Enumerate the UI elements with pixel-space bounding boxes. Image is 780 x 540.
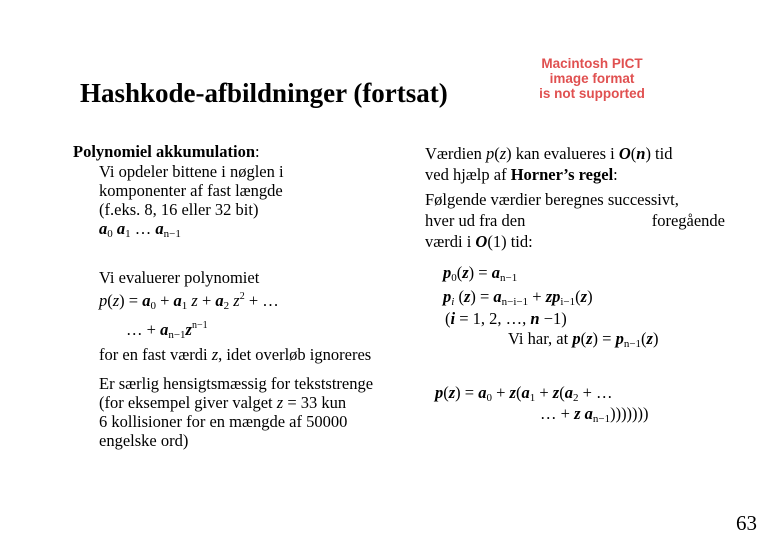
- recurrence-range: (i = 1, 2, …, n −1): [445, 309, 567, 328]
- para2-line-1: Vi evaluerer polynomiet: [99, 268, 260, 287]
- right-intro: [425, 144, 725, 251]
- unsupported-image-placeholder: [528, 56, 656, 101]
- left-heading: [73, 142, 260, 161]
- horner-line-2: … + z $a_{n-1}$))))))): [540, 404, 649, 425]
- placeholder-line-1: Macintosh PICT: [541, 56, 643, 71]
- recurrence-base: $p_0(z) = a_{n-1}$: [443, 263, 518, 284]
- heading-colon: :: [255, 142, 260, 161]
- para3-line-2: (for eksempel giver valget z = 33 kun: [99, 393, 347, 412]
- para2-line-4: for en fast værdi z, idet overløb ignoreres: [99, 345, 372, 364]
- left-para1: [99, 162, 284, 244]
- horner-line-1: $p(z) = a_0 + z(a_1 + z(a_2$ + …: [435, 383, 613, 404]
- polynomial-line-2: … + $a_{n-1}z^{n-1}$: [126, 320, 208, 341]
- para3-line-3: 6 kollisioner for en mængde af 50000: [99, 412, 348, 431]
- polynomial-line-1: $p(z) = a_0 + a_1$ $z + a_2$ $z^2$ + …: [99, 291, 279, 312]
- right-line-5: værdi i O(1) tid:: [425, 232, 533, 251]
- component-sequence: $a_0$ $a_1$ … $a_{n-1}$: [99, 219, 181, 240]
- right-line-2: ved hjælp af Horner’s regel:: [425, 165, 618, 184]
- right-line-3: Følgende værdier beregnes successivt,: [425, 190, 679, 209]
- left-para2: [99, 268, 371, 364]
- placeholder-line-2: image format: [549, 71, 635, 86]
- placeholder-line-3: is not supported: [539, 86, 645, 101]
- left-para3: [99, 374, 373, 450]
- heading-bold: Polynomiel akkumulation: [73, 142, 255, 161]
- right-line-4: hver ud fra den foregående: [425, 211, 725, 230]
- para3-line-1: Er særlig hensigtsmæssig for tekststrenge: [99, 374, 374, 393]
- para1-line-3: (f.eks. 8, 16 eller 32 bit): [99, 200, 259, 219]
- page-number: 63: [736, 511, 757, 535]
- recurrence-result: Vi har, at $p(z) = p_{n-1}(z)$: [508, 329, 659, 350]
- slide-title: Hashkode-afbildninger (fortsat): [80, 78, 448, 108]
- para3-line-4: engelske ord): [99, 431, 189, 450]
- right-line-1: Værdien p(z) kan evalueres i O(n) tid: [425, 144, 673, 163]
- para1-line-2: komponenter af fast længde: [99, 181, 283, 200]
- recurrence-step: $p_i$ $(z) = a_{n-i-1} + zp_{i-1}(z)$: [443, 287, 593, 308]
- para1-line-1: Vi opdeler bittene i nøglen i: [99, 162, 284, 181]
